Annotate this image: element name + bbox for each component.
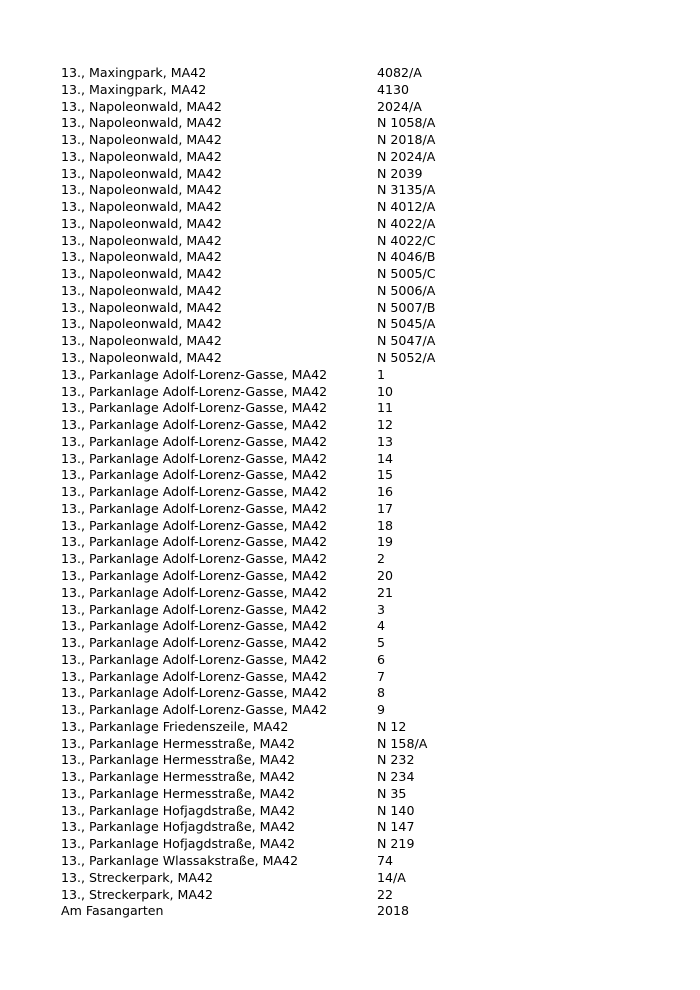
table-row	[61, 333, 497, 350]
location-cell: 13., Parkanlage Adolf-Lorenz-Gasse, MA42	[61, 500, 328, 516]
table-row	[61, 819, 497, 836]
table-row	[61, 769, 497, 786]
table-row	[61, 65, 497, 82]
number-cell: N 4046/B	[377, 249, 436, 265]
location-cell: 13., Parkanlage Adolf-Lorenz-Gasse, MA42	[61, 366, 328, 382]
table-row	[61, 400, 497, 417]
table-row	[61, 635, 497, 652]
number-cell: 20	[377, 567, 394, 583]
location-cell: 13., Parkanlage Adolf-Lorenz-Gasse, MA42	[61, 584, 328, 600]
location-cell: 13., Parkanlage Hofjagdstraße, MA42	[61, 802, 296, 818]
table-row	[61, 702, 497, 719]
number-cell: N 4022/C	[377, 232, 436, 248]
number-cell: 21	[377, 584, 394, 600]
table-row	[61, 836, 497, 853]
location-cell: 13., Streckerpark, MA42	[61, 869, 214, 885]
number-cell: N 5006/A	[377, 282, 436, 298]
location-cell: 13., Napoleonwald, MA42	[61, 232, 222, 248]
location-cell: 13., Streckerpark, MA42	[61, 886, 214, 902]
table-row	[61, 266, 497, 283]
table-row	[61, 216, 497, 233]
table-row	[61, 752, 497, 769]
location-cell: 13., Parkanlage Adolf-Lorenz-Gasse, MA42	[61, 551, 328, 567]
number-cell: 14	[377, 450, 394, 466]
number-cell: 2018	[377, 903, 410, 919]
number-cell: 22	[377, 886, 394, 902]
location-cell: 13., Napoleonwald, MA42	[61, 148, 222, 164]
location-cell: 13., Parkanlage Adolf-Lorenz-Gasse, MA42	[61, 484, 328, 500]
number-cell: N 2024/A	[377, 148, 436, 164]
number-cell: 18	[377, 517, 394, 533]
location-cell: 13., Napoleonwald, MA42	[61, 115, 222, 131]
location-cell: 13., Parkanlage Adolf-Lorenz-Gasse, MA42	[61, 417, 328, 433]
location-cell: 13., Napoleonwald, MA42	[61, 98, 222, 114]
number-cell: 74	[377, 852, 394, 868]
location-cell: 13., Parkanlage Adolf-Lorenz-Gasse, MA42	[61, 433, 328, 449]
table-row	[61, 434, 497, 451]
number-cell: 7	[377, 668, 386, 684]
number-cell: N 4012/A	[377, 199, 436, 215]
number-cell: 12	[377, 417, 394, 433]
table-row	[61, 903, 497, 920]
number-cell: N 232	[377, 752, 415, 768]
number-cell: 1	[377, 366, 386, 382]
table-row	[61, 669, 497, 686]
location-cell: 13., Parkanlage Adolf-Lorenz-Gasse, MA42	[61, 635, 328, 651]
table-row	[61, 853, 497, 870]
location-cell: 13., Parkanlage Adolf-Lorenz-Gasse, MA42	[61, 534, 328, 550]
table-row	[61, 249, 497, 266]
table-row	[61, 887, 497, 904]
location-cell: 13., Napoleonwald, MA42	[61, 249, 222, 265]
table-row	[61, 736, 497, 753]
number-cell: N 219	[377, 836, 415, 852]
location-cell: 13., Napoleonwald, MA42	[61, 199, 222, 215]
location-cell: 13., Parkanlage Adolf-Lorenz-Gasse, MA42	[61, 685, 328, 701]
location-cell: 13., Parkanlage Adolf-Lorenz-Gasse, MA42	[61, 668, 328, 684]
location-cell: 13., Parkanlage Hermesstraße, MA42	[61, 735, 296, 751]
location-cell: Am Fasangarten	[61, 903, 164, 919]
table-row	[61, 618, 497, 635]
table-row	[61, 199, 497, 216]
location-cell: 13., Parkanlage Hermesstraße, MA42	[61, 769, 296, 785]
number-cell: N 35	[377, 785, 407, 801]
number-cell: 16	[377, 484, 394, 500]
table-row	[61, 316, 497, 333]
number-cell: 4082/A	[377, 65, 422, 80]
table-row	[61, 518, 497, 535]
number-cell: 3	[377, 601, 386, 617]
location-table	[61, 65, 497, 920]
number-cell: 5	[377, 635, 386, 651]
table-row	[61, 585, 497, 602]
number-cell: 15	[377, 467, 394, 483]
location-cell: 13., Parkanlage Hermesstraße, MA42	[61, 785, 296, 801]
location-cell: 13., Parkanlage Adolf-Lorenz-Gasse, MA42	[61, 601, 328, 617]
location-cell: 13., Napoleonwald, MA42	[61, 299, 222, 315]
location-cell: 13., Maxingpark, MA42	[61, 65, 207, 80]
table-row	[61, 384, 497, 401]
location-cell: 13., Parkanlage Friedenszeile, MA42	[61, 718, 289, 734]
table-row	[61, 99, 497, 116]
table-row	[61, 300, 497, 317]
location-cell: 13., Parkanlage Adolf-Lorenz-Gasse, MA42	[61, 567, 328, 583]
location-cell: 13., Parkanlage Adolf-Lorenz-Gasse, MA42	[61, 383, 328, 399]
table-row	[61, 685, 497, 702]
table-row	[61, 367, 497, 384]
table-row	[61, 182, 497, 199]
number-cell: 17	[377, 500, 394, 516]
table-row	[61, 149, 497, 166]
table-row	[61, 551, 497, 568]
location-cell: 13., Napoleonwald, MA42	[61, 165, 222, 181]
table-row	[61, 132, 497, 149]
location-cell: 13., Napoleonwald, MA42	[61, 333, 222, 349]
number-cell: 2024/A	[377, 98, 422, 114]
location-cell: 13., Parkanlage Hermesstraße, MA42	[61, 752, 296, 768]
table-row	[61, 602, 497, 619]
table-row	[61, 451, 497, 468]
table-row	[61, 803, 497, 820]
number-cell: 4130	[377, 81, 410, 97]
location-cell: 13., Napoleonwald, MA42	[61, 316, 222, 332]
table-row	[61, 484, 497, 501]
number-cell: N 3135/A	[377, 182, 436, 198]
number-cell: 4	[377, 618, 386, 634]
number-cell: N 5047/A	[377, 333, 436, 349]
number-cell: 14/A	[377, 869, 406, 885]
number-cell: N 234	[377, 769, 415, 785]
location-cell: 13., Parkanlage Adolf-Lorenz-Gasse, MA42	[61, 450, 328, 466]
table-row	[61, 568, 497, 585]
number-cell: N 140	[377, 802, 415, 818]
number-cell: N 5052/A	[377, 350, 436, 366]
number-cell: 9	[377, 702, 386, 718]
number-cell: N 5007/B	[377, 299, 436, 315]
location-cell: 13., Parkanlage Adolf-Lorenz-Gasse, MA42	[61, 702, 328, 718]
table-row	[61, 786, 497, 803]
number-cell: 6	[377, 651, 386, 667]
location-cell: 13., Parkanlage Adolf-Lorenz-Gasse, MA42	[61, 467, 328, 483]
location-cell: 13., Napoleonwald, MA42	[61, 266, 222, 282]
table-row	[61, 350, 497, 367]
table-row	[61, 534, 497, 551]
table-row	[61, 719, 497, 736]
location-cell: 13., Napoleonwald, MA42	[61, 182, 222, 198]
number-cell: N 5045/A	[377, 316, 436, 332]
number-cell: N 158/A	[377, 735, 428, 751]
table-row	[61, 115, 497, 132]
table-row	[61, 467, 497, 484]
table-row	[61, 417, 497, 434]
table-row	[61, 501, 497, 518]
location-cell: 13., Napoleonwald, MA42	[61, 215, 222, 231]
number-cell: 8	[377, 685, 386, 701]
number-cell: N 147	[377, 819, 415, 835]
number-cell: 19	[377, 534, 394, 550]
location-cell: 13., Napoleonwald, MA42	[61, 282, 222, 298]
number-cell: 2	[377, 551, 386, 567]
number-cell: N 2039	[377, 165, 423, 181]
location-cell: 13., Parkanlage Wlassakstraße, MA42	[61, 852, 299, 868]
location-cell: 13., Parkanlage Hofjagdstraße, MA42	[61, 819, 296, 835]
number-cell: N 5005/C	[377, 266, 436, 282]
number-cell: 13	[377, 433, 394, 449]
table-row	[61, 233, 497, 250]
location-cell: 13., Parkanlage Adolf-Lorenz-Gasse, MA42	[61, 517, 328, 533]
number-cell: 10	[377, 383, 394, 399]
table-row	[61, 82, 497, 99]
table-row	[61, 166, 497, 183]
number-cell: N 4022/A	[377, 215, 436, 231]
location-cell: 13., Maxingpark, MA42	[61, 81, 207, 97]
table-row	[61, 652, 497, 669]
location-cell: 13., Parkanlage Adolf-Lorenz-Gasse, MA42	[61, 400, 328, 416]
location-cell: 13., Parkanlage Adolf-Lorenz-Gasse, MA42	[61, 651, 328, 667]
location-cell: 13., Parkanlage Hofjagdstraße, MA42	[61, 836, 296, 852]
number-cell: N 2018/A	[377, 132, 436, 148]
table-row	[61, 283, 497, 300]
number-cell: 11	[377, 400, 394, 416]
location-cell: 13., Parkanlage Adolf-Lorenz-Gasse, MA42	[61, 618, 328, 634]
number-cell: N 12	[377, 718, 407, 734]
location-cell: 13., Napoleonwald, MA42	[61, 132, 222, 148]
location-cell: 13., Napoleonwald, MA42	[61, 350, 222, 366]
number-cell: N 1058/A	[377, 115, 436, 131]
table-row	[61, 870, 497, 887]
